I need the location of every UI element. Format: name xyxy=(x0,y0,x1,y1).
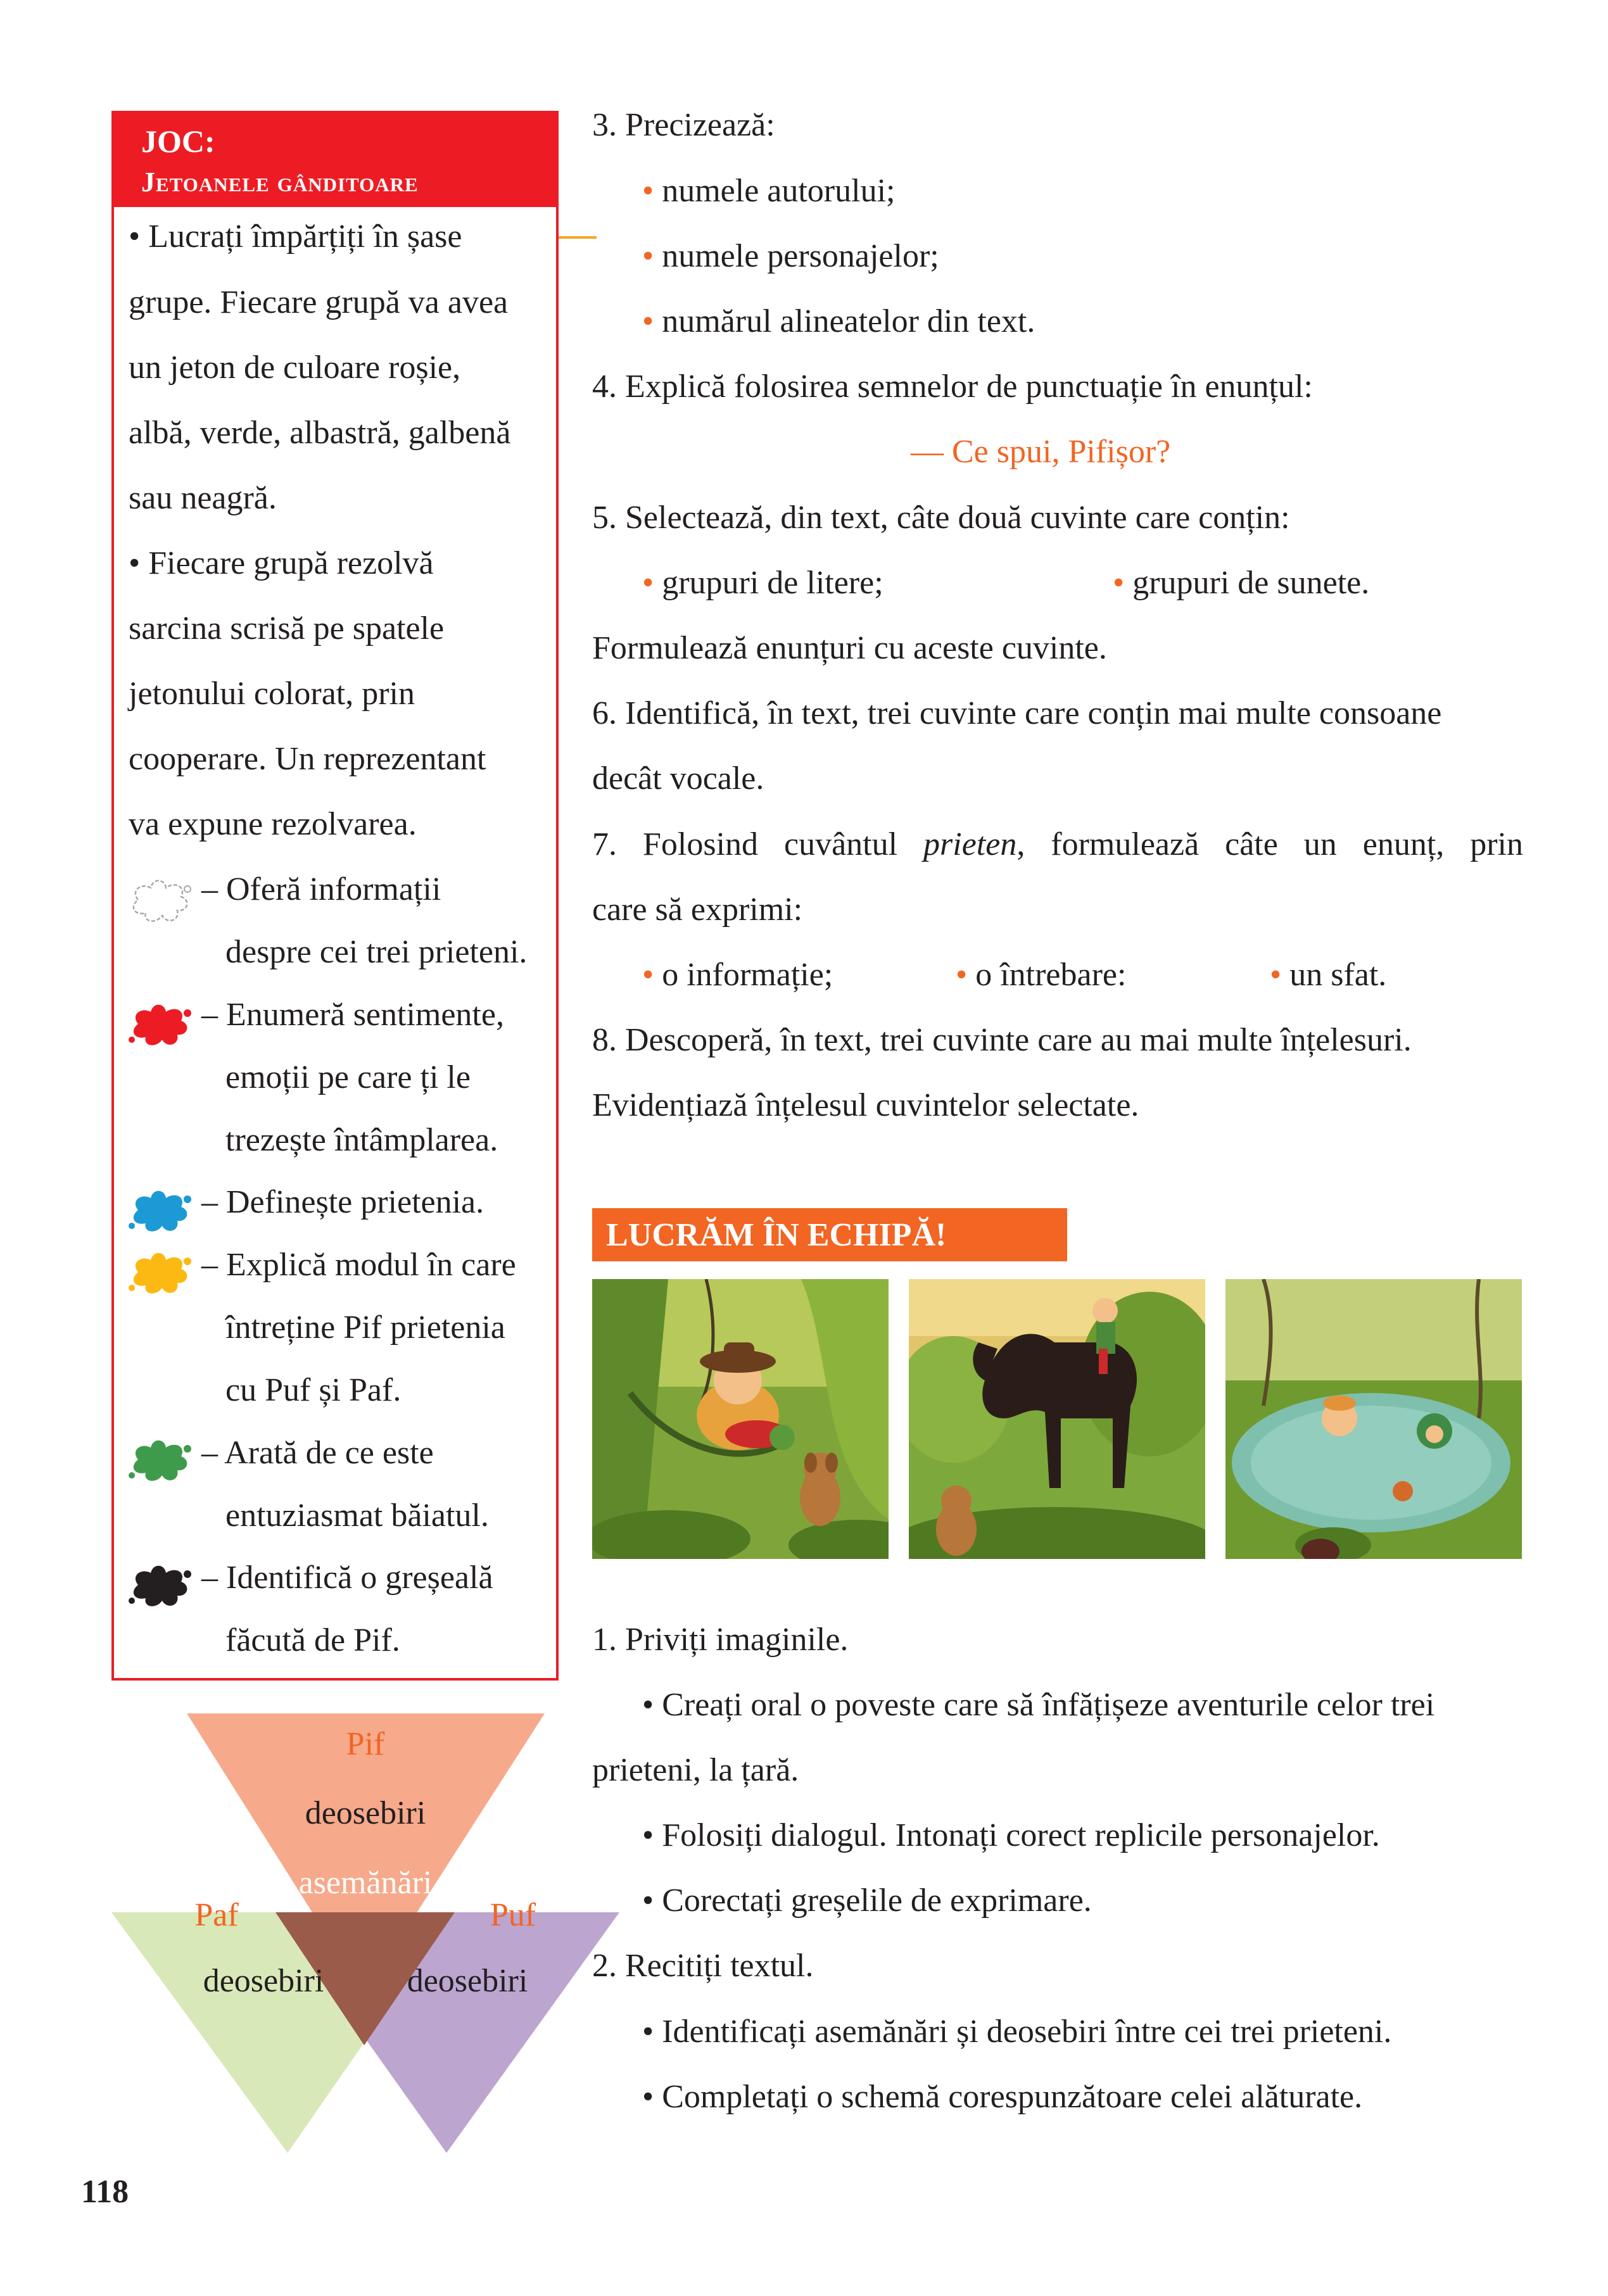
game-line: grupe. Fiecare grupă va avea xyxy=(129,284,509,320)
team-task-1a-line2: prieteni, la țară. xyxy=(592,1752,799,1788)
bullet-item: • o informație; xyxy=(642,957,833,993)
comparison-diagram xyxy=(108,1710,640,2191)
token-white-line: – Oferă informații xyxy=(201,871,441,907)
game-header xyxy=(111,111,559,207)
bullet-item: • numele autorului; xyxy=(642,173,896,209)
token-yellow-line: întreține Pif prietenia xyxy=(225,1309,505,1346)
task-6-line1: 6. Identifică, în text, trei cuvinte care conțin mai multe consoane xyxy=(592,695,1442,731)
team-task-1: 1. Priviți imaginile. xyxy=(592,1622,849,1658)
game-line: • Fiecare grupă rezolvă xyxy=(129,545,434,581)
bullet-icon: • xyxy=(1113,565,1125,601)
team-task-2a: • Identificați asemănări și deosebiri între cei trei prieteni. xyxy=(642,2014,1392,2050)
paf-diff-label: deosebiri xyxy=(203,1963,324,1999)
token-yellow-line: – Explică modul în care xyxy=(201,1247,516,1283)
game-subtitle: Jetoanele gânditoare xyxy=(141,167,419,198)
game-line: sarcina scrisă pe spatele xyxy=(129,610,445,647)
bullet-item: • grupuri de sunete. xyxy=(1113,565,1370,601)
bullet-icon: • xyxy=(956,957,968,993)
token-green-line: entuziasmat băiatul. xyxy=(225,1498,489,1534)
task-6-line2: decât vocale. xyxy=(592,760,764,797)
white-splat-icon xyxy=(125,871,195,928)
red-splat-icon xyxy=(125,995,195,1052)
illustration-boy-on-swing xyxy=(592,1279,889,1559)
token-black-line: făcută de Pif. xyxy=(225,1622,400,1658)
game-line: • Lucrați împărțiți în șase xyxy=(129,218,462,255)
bullet-icon: • xyxy=(642,303,654,339)
yellow-splat-icon xyxy=(125,1244,195,1301)
token-red-line: – Enumeră sentimente, xyxy=(201,997,504,1033)
game-line: cooperare. Un reprezentant xyxy=(129,741,486,777)
task-7-line2: care să exprimi: xyxy=(592,892,803,928)
bullet-icon: • xyxy=(642,238,654,274)
task-4: 4. Explică folosirea semnelor de punctuație în enunțul: xyxy=(592,369,1313,405)
dialogue-quote: — Ce spui, Pifișor? xyxy=(911,434,1171,470)
bullet-icon: • xyxy=(642,173,654,209)
pif-label: Pif xyxy=(346,1726,385,1762)
game-line: un jeton de culoare roșie, xyxy=(129,350,461,386)
puf-diff-label: deosebiri xyxy=(407,1963,528,1999)
bullet-icon: • xyxy=(642,565,654,601)
pif-diff-label: deosebiri xyxy=(305,1795,426,1831)
connector-line xyxy=(559,236,597,239)
game-title: JOC: xyxy=(141,123,215,159)
game-line: albă, verde, albastră, galbenă xyxy=(129,415,511,451)
task-3: 3. Precizează: xyxy=(592,107,775,143)
team-heading: LUCRĂM ÎN ECHIPĂ! xyxy=(592,1208,1067,1261)
token-white-line: despre cei trei prieteni. xyxy=(225,934,528,970)
token-black-line: – Identifică o greșeală xyxy=(201,1560,493,1596)
green-splat-icon xyxy=(125,1431,195,1488)
bullet-item: • numele personajelor; xyxy=(642,238,939,274)
task-7-line1: 7. Folosind cuvântul prieten, formulează câte un enunț, prin xyxy=(592,826,1524,862)
team-task-1c: • Corectați greșelile de exprimare. xyxy=(642,1883,1092,1919)
similarities-label: asemănări xyxy=(298,1865,433,1901)
token-yellow-line: cu Puf și Paf. xyxy=(225,1372,402,1408)
team-task-2: 2. Recitiți textul. xyxy=(592,1948,814,1984)
bullet-item: • grupuri de litere; xyxy=(642,565,883,601)
game-line: sau neagră. xyxy=(129,480,277,516)
illustration-horse-ride xyxy=(909,1279,1205,1559)
bullet-icon: • xyxy=(1270,957,1282,993)
illustration-pond-swim xyxy=(1225,1279,1522,1559)
task-5-after: Formulează enunțuri cu aceste cuvinte. xyxy=(592,630,1107,666)
token-red-line: trezește întâmplarea. xyxy=(225,1122,498,1158)
black-splat-icon xyxy=(125,1556,195,1613)
page-number: 118 xyxy=(81,2174,129,2210)
task-8-line1: 8. Descoperă, în text, trei cuvinte care au mai multe înțelesuri. xyxy=(592,1022,1412,1058)
team-task-1a-line1: • Creați oral o poveste care să înfățișeze aventurile celor trei xyxy=(642,1687,1435,1723)
game-line: va expune rezolvarea. xyxy=(129,806,417,842)
game-line: jetonului colorat, prin xyxy=(129,676,415,712)
bullet-item: • o întrebare: xyxy=(956,957,1127,993)
bullet-item: • numărul alineatelor din text. xyxy=(642,303,1035,339)
bullet-item: • un sfat. xyxy=(1270,957,1387,993)
task-5: 5. Selectează, din text, câte două cuvinte care conțin: xyxy=(592,500,1290,536)
task-8-line2: Evidențiază înțelesul cuvintelor selectate. xyxy=(592,1087,1139,1123)
team-task-1b: • Folosiți dialogul. Intonați corect replicile personajelor. xyxy=(642,1817,1380,1853)
token-blue-line: – Definește prietenia. xyxy=(201,1184,484,1220)
token-green-line: – Arată de ce este xyxy=(201,1435,434,1471)
bullet-icon: • xyxy=(642,957,654,993)
team-task-2b: • Completați o schemă corespunzătoare celei alăturate. xyxy=(642,2079,1363,2115)
token-red-line: emoții pe care ți le xyxy=(225,1059,471,1095)
puf-label: Puf xyxy=(490,1897,536,1933)
paf-label: Paf xyxy=(194,1897,239,1933)
blue-splat-icon xyxy=(125,1182,195,1239)
